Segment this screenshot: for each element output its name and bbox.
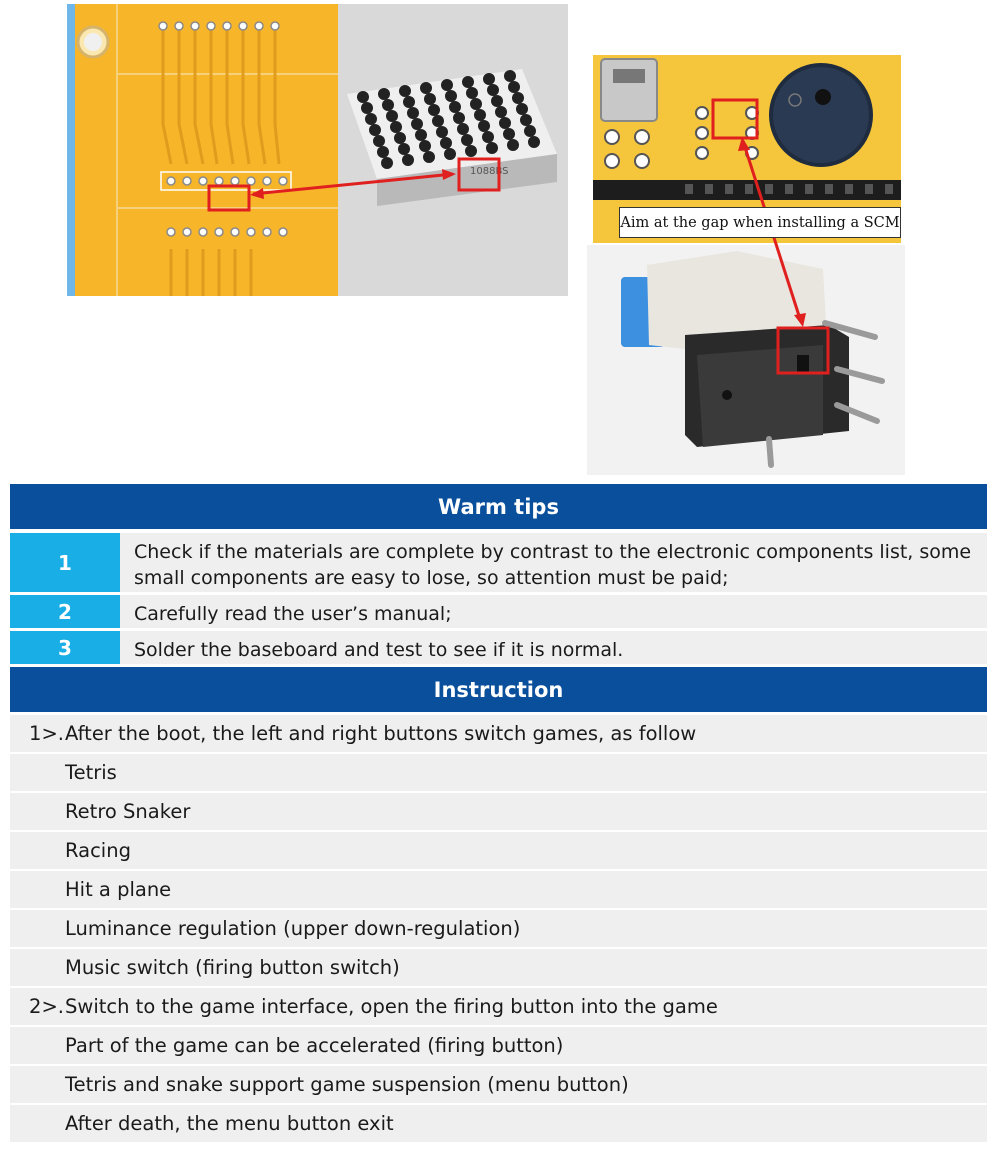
instruction-row (10, 715, 987, 752)
instruction-text: After death, the menu button exit (65, 1112, 394, 1135)
board-switch-photo (587, 55, 905, 475)
tip-number: 2 (10, 595, 120, 628)
scm-callout: Aim at the gap when installing a SCM (619, 207, 901, 238)
instruction-text: Racing (65, 839, 131, 862)
tip-row (10, 631, 987, 664)
instruction-row (10, 910, 987, 947)
tip-text: Solder the baseboard and test to see if it is normal. (134, 638, 624, 661)
instruction-prefix: 1>. (29, 722, 64, 745)
instruction-text: Hit a plane (65, 878, 172, 901)
instruction-text: Music switch (firing button switch) (65, 956, 400, 979)
matrix-marking: 1088BS (470, 166, 509, 177)
instruction-text: Luminance regulation (upper down-regulation) (65, 917, 521, 940)
pcb-matrix-photo (67, 4, 568, 296)
tip-row (10, 533, 987, 592)
instruction-text: Switch to the game interface, open the firing button into the game (65, 995, 718, 1018)
instruction-text: Retro Snaker (65, 800, 191, 823)
instruction-row (10, 1027, 987, 1064)
instruction-row (10, 1066, 987, 1103)
instruction-row (10, 988, 987, 1025)
instruction-row (10, 793, 987, 830)
tip-text: Check if the materials are complete by contrast to the electronic components list, some small components are easy to lose, so attention must be paid; (134, 540, 972, 589)
tip-row (10, 595, 987, 628)
instruction-text: After the boot, the left and right buttons switch games, as follow (65, 722, 697, 745)
instruction-row (10, 1105, 987, 1142)
tip-number: 1 (10, 533, 120, 592)
tip-text: Carefully read the user’s manual; (134, 602, 452, 625)
tip-number: 3 (10, 631, 120, 664)
instruction-text: Tetris (65, 761, 117, 784)
instruction-text: Part of the game can be accelerated (firing button) (65, 1034, 564, 1057)
instruction-row (10, 949, 987, 986)
instruction-row (10, 832, 987, 869)
instruction-text: Tetris and snake support game suspension (menu button) (65, 1073, 629, 1096)
instruction-row (10, 871, 987, 908)
warm-tips-header: Warm tips (10, 484, 987, 529)
instruction-row (10, 754, 987, 791)
instruction-prefix: 2>. (29, 995, 64, 1018)
instruction-header: Instruction (10, 667, 987, 712)
